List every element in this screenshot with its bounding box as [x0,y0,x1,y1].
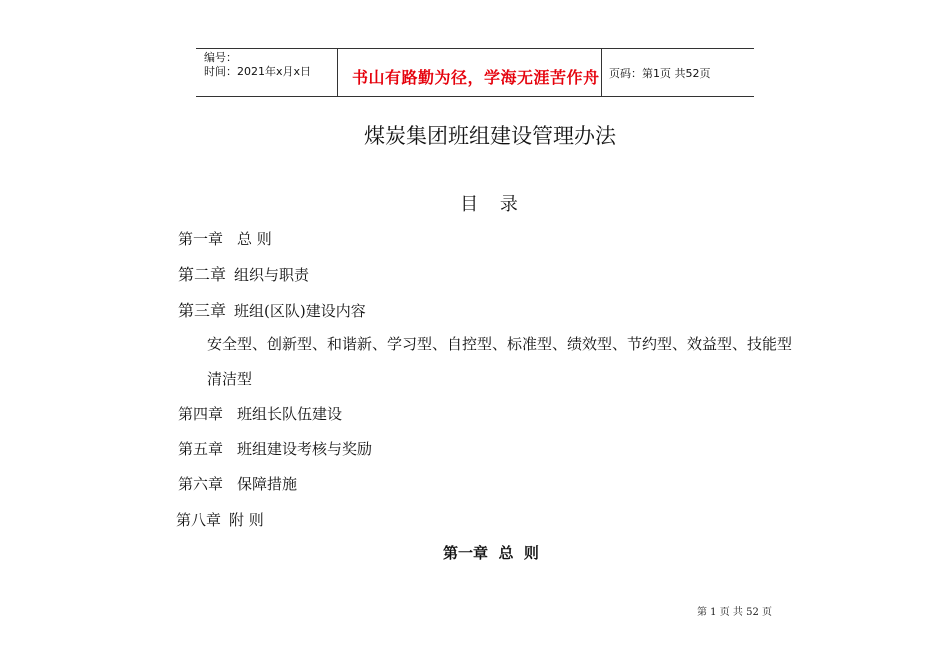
toc-item-1 [178,228,272,249]
toc-chapter-5: 第五章 [178,440,224,458]
toc-item-6 [178,473,297,494]
header-divider-left [337,48,338,96]
page-footer: 第 1 页 共 52 页 [697,607,772,618]
header-page-label: 页码：第1页 共52页 [609,67,711,80]
toc-text-8: 附 则 [229,511,264,529]
toc-title: 目 录 [460,194,526,215]
header-motto: 书山有路勤为径，学海无涯苦作舟 [352,68,600,87]
toc-text-3-sub-2: 清洁型 [207,370,253,388]
toc-item-2 [178,262,309,285]
toc-chapter-4: 第四章 [178,405,224,423]
toc-chapter-3: 第三章 [178,301,227,320]
toc-text-6: 保障措施 [237,475,298,493]
toc-item-3-sub-1 [207,333,792,354]
toc-text-5: 班组建设考核与奖励 [237,440,373,458]
header-rule-top [196,48,754,49]
toc-item-5 [178,438,372,459]
toc-chapter-6: 第六章 [178,475,224,493]
toc-text-3-sub-1: 安全型、创新型、和谐新、学习型、自控型、标准型、绩效型、节约型、效益型、技能型 [207,335,793,353]
toc-chapter-8: 第八章 [176,511,222,529]
toc-text-2: 组织与职责 [234,266,310,284]
chapter-heading: 第一章 总 则 [443,544,539,562]
toc-text-3: 班组(区队)建设内容 [234,302,366,320]
header-divider-right [601,48,602,96]
toc-text-1: 总 则 [237,230,272,248]
toc-item-8 [176,509,264,530]
toc-item-4 [178,403,342,424]
header-time-label: 时间：2021年x月x日 [204,65,312,78]
toc-chapter-1: 第一章 [178,230,224,248]
toc-item-3 [178,298,366,321]
toc-text-4: 班组长队伍建设 [237,405,343,423]
header-number-label: 编号： [204,51,237,64]
document-title: 煤炭集团班组建设管理办法 [364,124,616,148]
toc-chapter-2: 第二章 [178,265,227,284]
header-rule-bottom [196,96,754,97]
toc-item-3-sub-2 [207,368,252,389]
